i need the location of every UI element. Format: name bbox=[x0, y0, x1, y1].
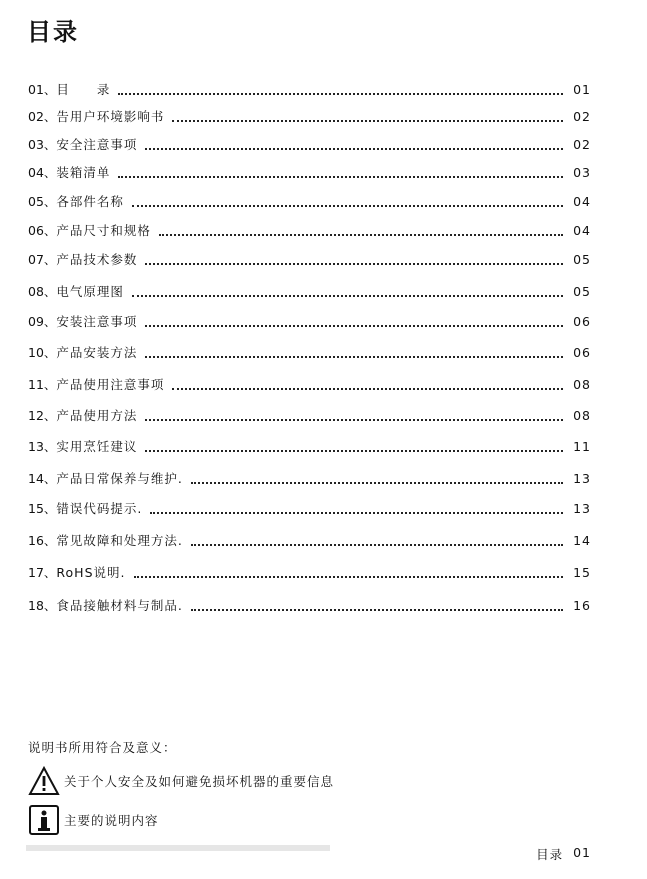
toc-number: 10、 bbox=[28, 345, 57, 360]
toc-title: 电气原理图 bbox=[56, 284, 124, 299]
footer-section-label: 目录 bbox=[536, 847, 564, 862]
toc-row bbox=[28, 344, 591, 362]
toc-leader-dots bbox=[159, 222, 563, 236]
toc-leader-dots bbox=[118, 164, 563, 178]
footer-divider bbox=[26, 845, 330, 851]
toc-row bbox=[28, 164, 591, 182]
symbols-heading: 说明书所用符合及意义： bbox=[28, 740, 177, 755]
toc-page-number: 01 bbox=[573, 82, 591, 97]
toc-title: 装箱清单 bbox=[56, 165, 111, 180]
toc-title: 告用户环境影响书 bbox=[56, 109, 165, 124]
toc-page-number: 04 bbox=[573, 223, 591, 238]
toc-leader-dots bbox=[191, 470, 563, 484]
toc-title: 安装注意事项 bbox=[56, 314, 138, 329]
toc-number: 15、 bbox=[28, 501, 57, 516]
toc-title: 安全注意事项 bbox=[56, 137, 138, 152]
toc-title: 目 录 bbox=[56, 82, 111, 97]
toc-page-number: 08 bbox=[573, 408, 591, 423]
symbol-info-text: 主要的说明内容 bbox=[64, 813, 159, 828]
toc-page-number: 02 bbox=[573, 109, 591, 124]
toc-number: 12、 bbox=[28, 408, 57, 423]
toc-leader-dots bbox=[145, 251, 563, 265]
toc-title: 常见故障和处理方法. bbox=[56, 533, 183, 548]
toc-page-number: 03 bbox=[573, 165, 591, 180]
symbol-row-info bbox=[28, 804, 159, 836]
toc-row bbox=[28, 283, 591, 301]
toc-title: 错误代码提示. bbox=[56, 501, 143, 516]
toc-number: 05、 bbox=[28, 194, 57, 209]
toc-number: 17、 bbox=[28, 565, 57, 580]
toc-row bbox=[28, 136, 591, 154]
page-title: 目录 bbox=[27, 18, 79, 46]
toc-number: 18、 bbox=[28, 598, 57, 613]
footer-page-number: 01 bbox=[573, 845, 591, 860]
toc-number: 06、 bbox=[28, 223, 57, 238]
toc-leader-dots bbox=[145, 407, 563, 421]
toc-row bbox=[28, 407, 591, 425]
toc-number: 11、 bbox=[28, 377, 57, 392]
toc-leader-dots bbox=[145, 438, 563, 452]
toc-leader-dots bbox=[118, 81, 563, 95]
toc-number: 16、 bbox=[28, 533, 57, 548]
toc-title: 产品安装方法 bbox=[56, 345, 138, 360]
toc-row bbox=[28, 564, 591, 582]
toc-leader-dots bbox=[132, 283, 563, 297]
toc-row bbox=[28, 470, 591, 488]
toc-page-number: 15 bbox=[573, 565, 591, 580]
toc-leader-dots bbox=[150, 500, 563, 514]
toc-leader-dots bbox=[145, 136, 563, 150]
toc-page-number: 05 bbox=[573, 252, 591, 267]
toc-row bbox=[28, 108, 591, 126]
toc-leader-dots bbox=[132, 193, 563, 207]
toc-number: 08、 bbox=[28, 284, 57, 299]
toc-title: 实用烹饪建议 bbox=[56, 439, 138, 454]
toc-number: 02、 bbox=[28, 109, 57, 124]
toc-row bbox=[28, 376, 591, 394]
toc-title: 产品日常保养与维护. bbox=[56, 471, 183, 486]
toc-title: 食品接触材料与制品. bbox=[56, 598, 183, 613]
toc-number: 14、 bbox=[28, 471, 57, 486]
toc-title: 各部件名称 bbox=[56, 194, 124, 209]
toc-title: RoHS说明. bbox=[56, 565, 126, 580]
toc-title: 产品技术参数 bbox=[56, 252, 138, 267]
toc-row bbox=[28, 597, 591, 615]
toc-title: 产品使用注意事项 bbox=[56, 377, 165, 392]
toc-page-number: 02 bbox=[573, 137, 591, 152]
toc-page-number: 06 bbox=[573, 314, 591, 329]
toc-row bbox=[28, 81, 591, 99]
toc-title: 产品使用方法 bbox=[56, 408, 138, 423]
footer-page-label bbox=[536, 845, 591, 863]
toc-row bbox=[28, 251, 591, 269]
toc-row bbox=[28, 222, 591, 240]
toc-page-number: 14 bbox=[573, 533, 591, 548]
toc-row bbox=[28, 500, 591, 518]
toc-number: 01、 bbox=[28, 82, 57, 97]
info-box-icon bbox=[28, 804, 60, 836]
toc-leader-dots bbox=[191, 532, 563, 546]
symbol-warning-text: 关于个人安全及如何避免损坏机器的重要信息 bbox=[64, 774, 335, 789]
toc-leader-dots bbox=[191, 597, 563, 611]
symbol-row-warning bbox=[28, 765, 334, 797]
toc-leader-dots bbox=[172, 376, 563, 390]
toc-leader-dots bbox=[134, 564, 564, 578]
toc-page-number: 11 bbox=[573, 439, 591, 454]
toc-leader-dots bbox=[145, 313, 563, 327]
toc-page-number: 05 bbox=[573, 284, 591, 299]
toc-page-number: 16 bbox=[573, 598, 591, 613]
toc-number: 04、 bbox=[28, 165, 57, 180]
toc-row bbox=[28, 438, 591, 456]
toc-number: 09、 bbox=[28, 314, 57, 329]
toc-leader-dots bbox=[145, 344, 563, 358]
toc-page-number: 04 bbox=[573, 194, 591, 209]
toc-title: 产品尺寸和规格 bbox=[56, 223, 151, 238]
toc-row bbox=[28, 193, 591, 211]
toc-row bbox=[28, 532, 591, 550]
toc-page-number: 13 bbox=[573, 501, 591, 516]
toc-row bbox=[28, 313, 591, 331]
warning-triangle-icon bbox=[28, 765, 60, 797]
toc-page-number: 06 bbox=[573, 345, 591, 360]
toc-number: 03、 bbox=[28, 137, 57, 152]
toc-number: 07、 bbox=[28, 252, 57, 267]
toc-page-number: 13 bbox=[573, 471, 591, 486]
toc-leader-dots bbox=[172, 108, 563, 122]
toc-page-number: 08 bbox=[573, 377, 591, 392]
toc-number: 13、 bbox=[28, 439, 57, 454]
